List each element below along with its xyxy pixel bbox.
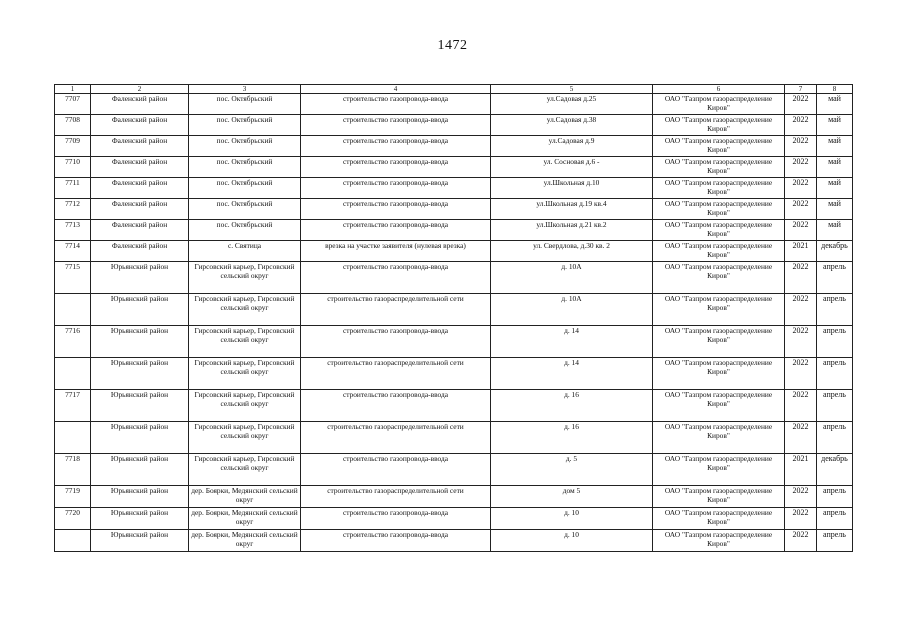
month-cell: май [817,220,853,241]
row-number: 7710 [55,157,91,178]
district-cell: Фаленский район [91,157,189,178]
work-type-cell: строительство газопровода-ввода [301,178,491,199]
column-header: 1 [55,85,91,94]
table-row [55,326,853,358]
address-cell: д. 10А [491,262,653,294]
month-cell: май [817,115,853,136]
row-number: 7707 [55,94,91,115]
row-number [55,530,91,552]
address-cell: ул.Садовая д.9 [491,136,653,157]
month-cell: декабрь [817,241,853,262]
year-cell: 2022 [785,358,817,390]
month-cell: декабрь [817,454,853,486]
work-type-cell: врезка на участке заявителя (нулевая врезка) [301,241,491,262]
district-cell: Фаленский район [91,220,189,241]
settlement-cell: дер. Боярки, Медянский сельский округ [189,486,301,508]
work-type-cell: строительство газопровода-ввода [301,157,491,178]
work-type-cell: строительство газопровода-ввода [301,530,491,552]
work-type-cell: строительство газопровода-ввода [301,94,491,115]
table-row [55,422,853,454]
table-row [55,390,853,422]
column-header: 2 [91,85,189,94]
executor-cell: ОАО "Газпром газораспределение Киров" [653,390,785,422]
year-cell: 2022 [785,508,817,530]
month-cell: апрель [817,530,853,552]
settlement-cell: пос. Октябрьский [189,199,301,220]
year-cell: 2022 [785,486,817,508]
row-number: 7718 [55,454,91,486]
row-number: 7713 [55,220,91,241]
executor-cell: ОАО "Газпром газораспределение Киров" [653,294,785,326]
address-cell: д. 16 [491,390,653,422]
table-row [55,508,853,530]
district-cell: Юрьянский район [91,390,189,422]
executor-cell: ОАО "Газпром газораспределение Киров" [653,178,785,199]
work-type-cell: строительство газопровода-ввода [301,508,491,530]
table-row [55,262,853,294]
work-type-cell: строительство газораспределительной сети [301,358,491,390]
month-cell: апрель [817,358,853,390]
work-type-cell: строительство газопровода-ввода [301,326,491,358]
district-cell: Юрьянский район [91,358,189,390]
row-number: 7708 [55,115,91,136]
year-cell: 2021 [785,241,817,262]
table-row [55,157,853,178]
district-cell: Юрьянский район [91,530,189,552]
year-cell: 2022 [785,422,817,454]
executor-cell: ОАО "Газпром газораспределение Киров" [653,136,785,157]
executor-cell: ОАО "Газпром газораспределение Киров" [653,530,785,552]
table-row [55,358,853,390]
address-cell: ул.Садовая д.25 [491,94,653,115]
settlement-cell: дер. Боярки, Медянский сельский округ [189,530,301,552]
district-cell: Фаленский район [91,94,189,115]
month-cell: май [817,136,853,157]
year-cell: 2022 [785,178,817,199]
work-type-cell: строительство газораспределительной сети [301,422,491,454]
table-row [55,220,853,241]
executor-cell: ОАО "Газпром газораспределение Киров" [653,454,785,486]
district-cell: Фаленский район [91,115,189,136]
address-cell: д. 10 [491,508,653,530]
row-number [55,422,91,454]
district-cell: Фаленский район [91,178,189,199]
month-cell: апрель [817,262,853,294]
settlement-cell: Гирсовский карьер, Гирсовский сельский округ [189,422,301,454]
year-cell: 2022 [785,115,817,136]
settlement-cell: Гирсовский карьер, Гирсовский сельский округ [189,262,301,294]
district-cell: Фаленский район [91,241,189,262]
month-cell: май [817,178,853,199]
work-type-cell: строительство газопровода-ввода [301,220,491,241]
address-cell: ул.Школьная д.21 кв.2 [491,220,653,241]
address-cell: ул. Сосновая д.6 - [491,157,653,178]
month-cell: май [817,157,853,178]
row-number: 7720 [55,508,91,530]
month-cell: май [817,94,853,115]
executor-cell: ОАО "Газпром газораспределение Киров" [653,326,785,358]
month-cell: апрель [817,422,853,454]
month-cell: апрель [817,326,853,358]
district-cell: Юрьянский район [91,294,189,326]
column-header: 8 [817,85,853,94]
month-cell: май [817,199,853,220]
work-type-cell: строительство газопровода-ввода [301,115,491,136]
district-cell: Фаленский район [91,136,189,157]
column-header: 7 [785,85,817,94]
row-number [55,294,91,326]
settlement-cell: Гирсовский карьер, Гирсовский сельский округ [189,454,301,486]
district-cell: Юрьянский район [91,454,189,486]
executor-cell: ОАО "Газпром газораспределение Киров" [653,220,785,241]
address-cell: д. 5 [491,454,653,486]
year-cell: 2022 [785,262,817,294]
table-row [55,94,853,115]
month-cell: апрель [817,486,853,508]
month-cell: апрель [817,294,853,326]
row-number: 7716 [55,326,91,358]
year-cell: 2022 [785,94,817,115]
year-cell: 2022 [785,294,817,326]
address-cell: дом 5 [491,486,653,508]
table-row [55,294,853,326]
district-cell: Фаленский район [91,199,189,220]
executor-cell: ОАО "Газпром газораспределение Киров" [653,422,785,454]
address-cell: д. 10А [491,294,653,326]
address-cell: д. 14 [491,358,653,390]
address-cell: д. 14 [491,326,653,358]
settlement-cell: пос. Октябрьский [189,115,301,136]
settlement-cell: пос. Октябрьский [189,94,301,115]
district-cell: Юрьянский район [91,262,189,294]
address-cell: д. 10 [491,530,653,552]
header-row [55,85,853,94]
table-row [55,115,853,136]
month-cell: апрель [817,508,853,530]
table-row [55,530,853,552]
work-type-cell: строительство газопровода-ввода [301,136,491,157]
work-type-cell: строительство газораспределительной сети [301,486,491,508]
page-number: 1472 [437,38,468,53]
district-cell: Юрьянский район [91,486,189,508]
year-cell: 2022 [785,157,817,178]
settlement-cell: пос. Октябрьский [189,157,301,178]
address-cell: д. 16 [491,422,653,454]
table-row [55,454,853,486]
year-cell: 2022 [785,136,817,157]
settlement-cell: Гирсовский карьер, Гирсовский сельский округ [189,390,301,422]
executor-cell: ОАО "Газпром газораспределение Киров" [653,199,785,220]
work-type-cell: строительство газопровода-ввода [301,262,491,294]
work-type-cell: строительство газораспределительной сети [301,294,491,326]
row-number: 7712 [55,199,91,220]
row-number: 7717 [55,390,91,422]
year-cell: 2022 [785,199,817,220]
executor-cell: ОАО "Газпром газораспределение Киров" [653,262,785,294]
settlement-cell: пос. Октябрьский [189,220,301,241]
work-type-cell: строительство газопровода-ввода [301,390,491,422]
address-cell: ул.Школьная д.19 кв.4 [491,199,653,220]
row-number: 7719 [55,486,91,508]
address-cell: ул.Школьная д.10 [491,178,653,199]
district-cell: Юрьянский район [91,422,189,454]
year-cell: 2022 [785,390,817,422]
settlement-cell: пос. Октябрьский [189,178,301,199]
settlement-cell: Гирсовский карьер, Гирсовский сельский округ [189,294,301,326]
executor-cell: ОАО "Газпром газораспределение Киров" [653,486,785,508]
settlement-cell: дер. Боярки, Медянский сельский округ [189,508,301,530]
table-row [55,241,853,262]
settlement-cell: с. Святица [189,241,301,262]
column-header: 3 [189,85,301,94]
month-cell: апрель [817,390,853,422]
executor-cell: ОАО "Газпром газораспределение Киров" [653,241,785,262]
gas-connection-table [54,84,853,552]
year-cell: 2022 [785,326,817,358]
year-cell: 2021 [785,454,817,486]
column-header: 4 [301,85,491,94]
address-cell: ул.Садовая д.38 [491,115,653,136]
table-row [55,486,853,508]
year-cell: 2022 [785,530,817,552]
executor-cell: ОАО "Газпром газораспределение Киров" [653,115,785,136]
table-row [55,136,853,157]
executor-cell: ОАО "Газпром газораспределение Киров" [653,157,785,178]
row-number: 7715 [55,262,91,294]
row-number: 7709 [55,136,91,157]
row-number [55,358,91,390]
settlement-cell: Гирсовский карьер, Гирсовский сельский округ [189,358,301,390]
column-header: 6 [653,85,785,94]
year-cell: 2022 [785,220,817,241]
settlement-cell: пос. Октябрьский [189,136,301,157]
table-row [55,199,853,220]
executor-cell: ОАО "Газпром газораспределение Киров" [653,94,785,115]
settlement-cell: Гирсовский карьер, Гирсовский сельский округ [189,326,301,358]
address-cell: ул. Свердлова, д.30 кв. 2 [491,241,653,262]
district-cell: Юрьянский район [91,508,189,530]
table-row [55,178,853,199]
executor-cell: ОАО "Газпром газораспределение Киров" [653,508,785,530]
executor-cell: ОАО "Газпром газораспределение Киров" [653,358,785,390]
row-number: 7714 [55,241,91,262]
district-cell: Юрьянский район [91,326,189,358]
work-type-cell: строительство газопровода-ввода [301,199,491,220]
column-header: 5 [491,85,653,94]
work-type-cell: строительство газопровода-ввода [301,454,491,486]
row-number: 7711 [55,178,91,199]
